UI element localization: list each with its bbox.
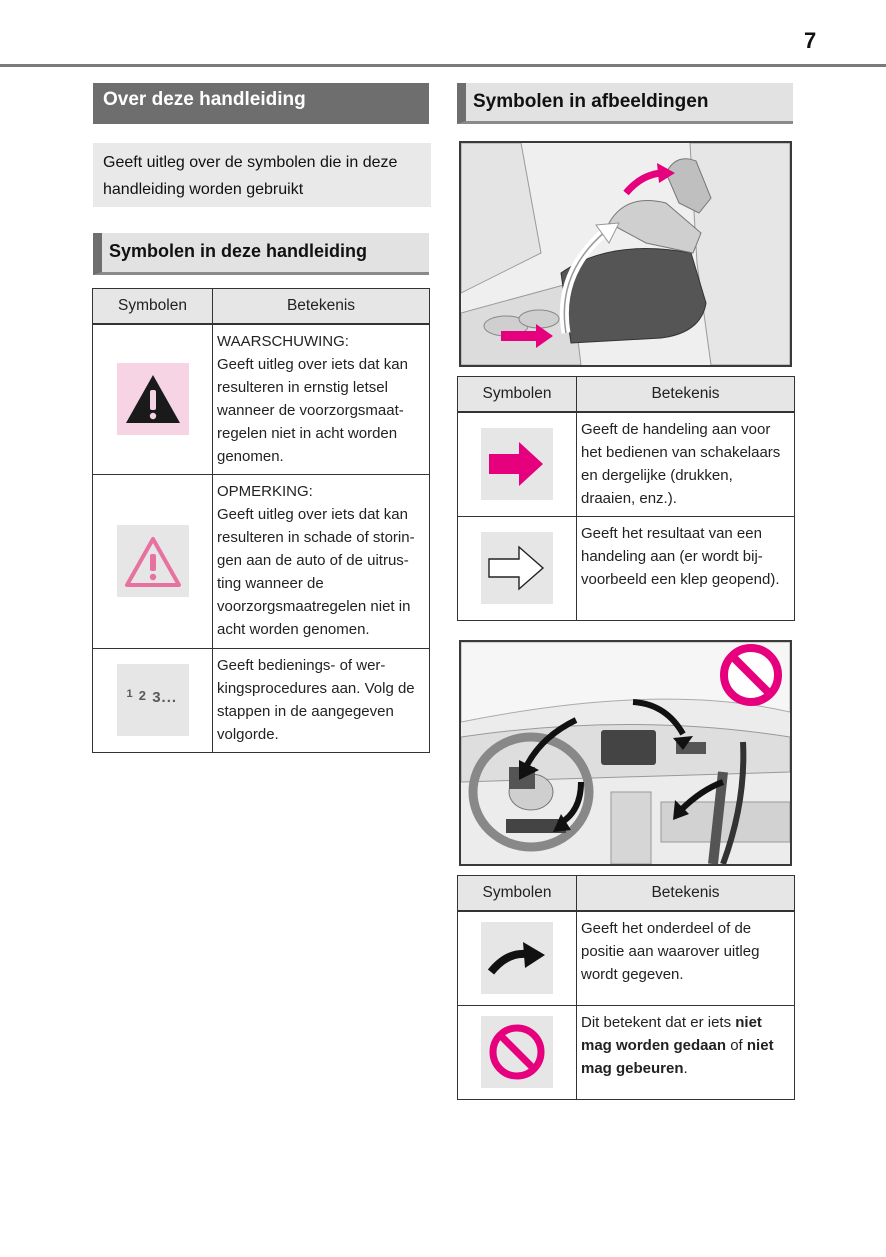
section-title: Over deze handleiding: [93, 83, 429, 124]
image-symbols-table-2: [457, 875, 795, 1100]
steps-text: Geeft bedienings- of wer-kingsprocedures aan. Volg de stappen in de aangegeven volgorde.: [217, 656, 415, 743]
armrest-illustration: [459, 141, 792, 367]
warning-triangle-icon: [117, 363, 189, 435]
table-header-row: [93, 289, 430, 325]
section-intro: Geeft uitleg over de symbolen die in deze handleiding worden gebruikt: [93, 143, 431, 207]
table-row: [458, 1005, 795, 1099]
meaning-cell: [577, 1005, 795, 1099]
meaning-cell: [213, 648, 430, 752]
caution-text: Geeft uitleg over iets dat kan resulteren in schade of storin-gen aan de auto of de uitrus-ting wanneer de voorzorgsmaatregelen niet in acht worden genomen.: [217, 505, 415, 638]
steps-numbers-icon: $^1$ 2 3...: [117, 664, 189, 736]
page-number: 7: [804, 28, 817, 53]
meaning-cell: [577, 412, 795, 516]
prohibited-icon: [481, 1016, 553, 1088]
symbol-cell: [458, 516, 577, 620]
dashboard-illustration: [459, 640, 792, 866]
table-row: [93, 324, 430, 474]
caution-title: OPMERKING:: [217, 482, 313, 500]
column-header: Betekenis: [213, 289, 430, 325]
symbol-cell: [458, 1005, 577, 1099]
pointer-arrow-icon: [481, 922, 553, 994]
result-arrow-text: Geeft het resultaat van een handeling aan (er wordt bij-voorbeeld een klep geopend).: [581, 524, 780, 588]
table-header-row: [458, 377, 795, 413]
pointer-arrow-text: Geeft het onderdeel of de positie aan waarover uitleg wordt gegeven.: [581, 920, 760, 983]
meaning-cell: [213, 474, 430, 648]
warning-title: WAARSCHUWING:: [217, 333, 349, 350]
symbol-cell: [458, 412, 577, 516]
table-row: [93, 474, 430, 648]
symbols-table: [92, 288, 430, 753]
image-symbols-table-1: [457, 376, 795, 621]
subsection-title-images: Symbolen in afbeeldingen: [457, 83, 793, 124]
meaning-cell: [577, 911, 795, 1005]
symbol-cell: [93, 324, 213, 474]
table-row: [458, 911, 795, 1005]
action-arrow-icon: [481, 428, 553, 500]
column-header: Betekenis: [577, 876, 795, 912]
action-arrow-text: Geeft de handeling aan voor het bedienen van schakelaars en dergelijke (drukken, draaien, enz.).: [581, 421, 781, 507]
subsection-title: Symbolen in deze handleiding: [93, 233, 429, 275]
symbol-cell: [93, 648, 213, 752]
prohibited-text: Dit betekent dat er iets niet mag worden gedaan of niet mag gebeuren.: [581, 1013, 774, 1077]
column-header: Symbolen: [93, 289, 213, 325]
table-row: [458, 412, 795, 516]
table-row: [458, 516, 795, 620]
result-arrow-icon: [481, 532, 553, 604]
warning-text: Geeft uitleg over iets dat kan resulteren in ernstig letsel wanneer de voorzorgsmaat-regelen niet in acht worden genomen.: [217, 356, 408, 465]
column-header: Symbolen: [458, 876, 577, 912]
symbol-cell: [458, 911, 577, 1005]
column-header: Symbolen: [458, 377, 577, 413]
header-rule: [0, 64, 886, 67]
meaning-cell: [213, 324, 430, 474]
symbol-cell: [93, 474, 213, 648]
caution-triangle-icon: [117, 525, 189, 597]
meaning-cell: [577, 516, 795, 620]
table-header-row: [458, 876, 795, 912]
column-header: Betekenis: [577, 377, 795, 413]
table-row: [93, 648, 430, 752]
